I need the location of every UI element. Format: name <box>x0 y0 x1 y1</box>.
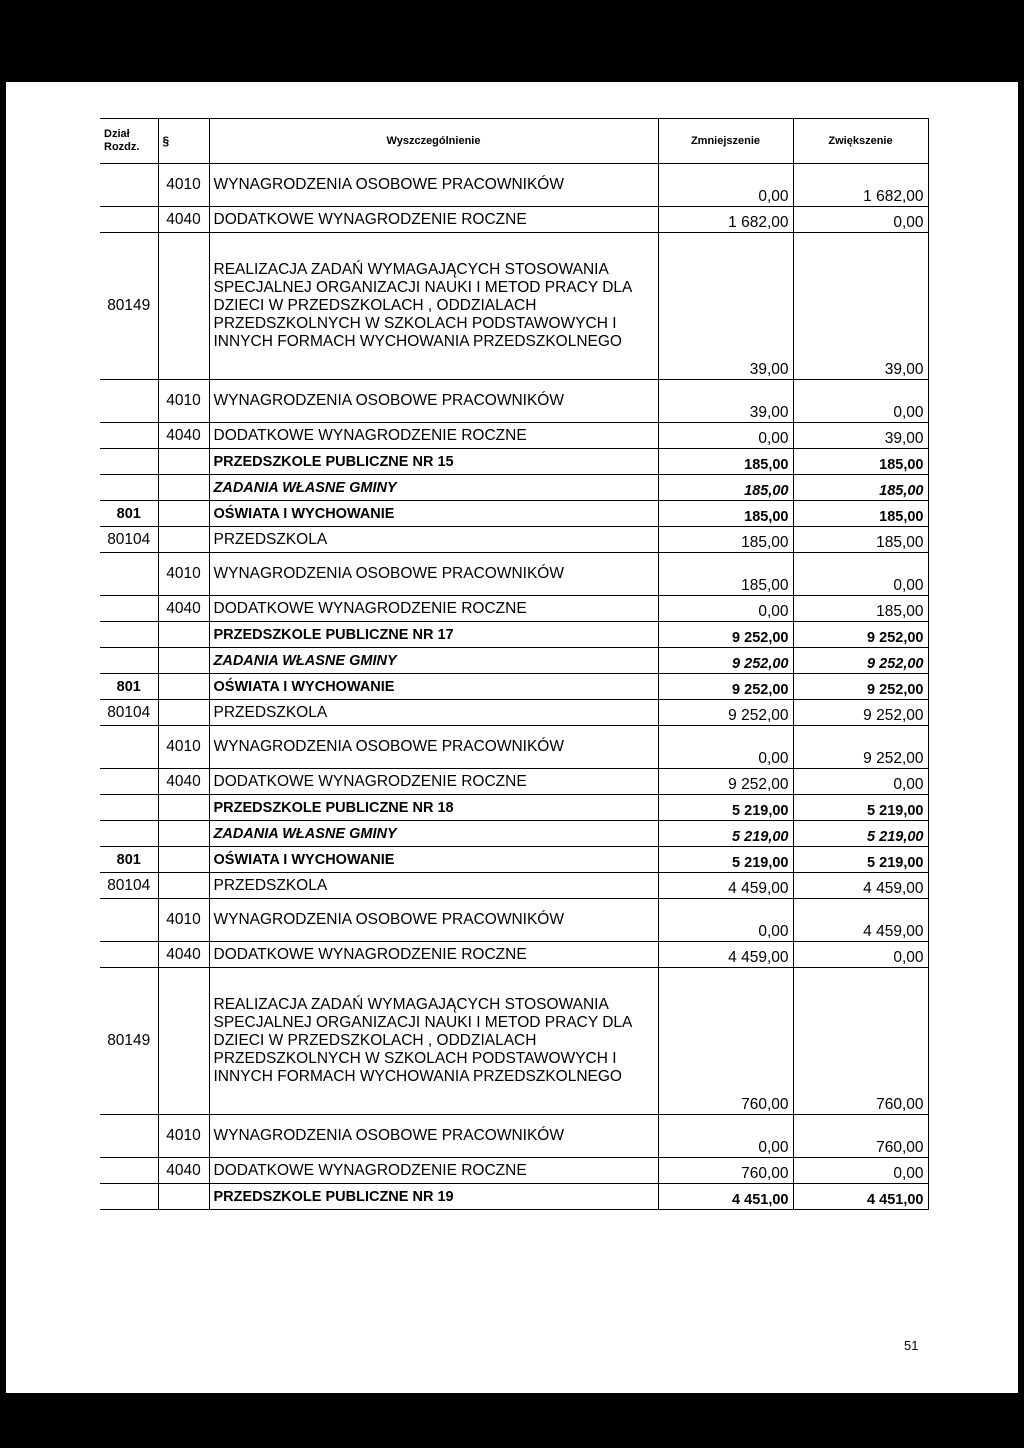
cell-zwiekszenie: 5 219,00 <box>793 795 928 821</box>
cell-zmniejszenie: 5 219,00 <box>658 795 793 821</box>
cell-paragraph: 4010 <box>158 899 209 942</box>
cell-description: REALIZACJA ZADAŃ WYMAGAJĄCYCH STOSOWANIA SPECJALNEJ ORGANIZACJI NAUKI I METOD PRACY DLA DZIECI W PRZEDSZKOLACH , ODDZIALACH PRZEDSZKOLNYCH W SZKOLACH PODSTAWOWYCH I INNYCH FORMACH WYCHOWANIA PRZEDSZKOLNEGO <box>209 968 658 1115</box>
table-row <box>100 380 928 423</box>
cell-zwiekszenie: 9 252,00 <box>793 674 928 700</box>
cell-paragraph <box>158 795 209 821</box>
cell-dzial-rozdz: 80104 <box>100 700 158 726</box>
cell-zmniejszenie: 1 682,00 <box>658 207 793 233</box>
cell-description: PRZEDSZKOLA <box>209 873 658 899</box>
table-row <box>100 899 928 942</box>
page-number: 51 <box>904 1338 919 1353</box>
cell-dzial-rozdz <box>100 449 158 475</box>
cell-dzial-rozdz <box>100 1115 158 1158</box>
header-zmniejszenie: Zmniejszenie <box>658 119 793 164</box>
table-row <box>100 1184 928 1210</box>
cell-zmniejszenie: 4 459,00 <box>658 942 793 968</box>
cell-dzial-rozdz <box>100 164 158 207</box>
cell-zwiekszenie: 185,00 <box>793 449 928 475</box>
table-row <box>100 475 928 501</box>
cell-paragraph <box>158 968 209 1115</box>
cell-zwiekszenie: 5 219,00 <box>793 847 928 873</box>
cell-zwiekszenie: 9 252,00 <box>793 648 928 674</box>
cell-description: PRZEDSZKOLE PUBLICZNE NR 18 <box>209 795 658 821</box>
cell-zwiekszenie: 39,00 <box>793 233 928 380</box>
cell-dzial-rozdz <box>100 475 158 501</box>
cell-dzial-rozdz <box>100 380 158 423</box>
cell-description: PRZEDSZKOLE PUBLICZNE NR 19 <box>209 1184 658 1210</box>
cell-zwiekszenie: 9 252,00 <box>793 622 928 648</box>
cell-zwiekszenie: 0,00 <box>793 942 928 968</box>
cell-paragraph: 4040 <box>158 1158 209 1184</box>
cell-paragraph <box>158 847 209 873</box>
table-row <box>100 968 928 1115</box>
cell-paragraph <box>158 622 209 648</box>
table-row <box>100 622 928 648</box>
table-row <box>100 821 928 847</box>
cell-dzial-rozdz: 80104 <box>100 527 158 553</box>
table-row <box>100 847 928 873</box>
table-row <box>100 769 928 795</box>
cell-description: DODATKOWE WYNAGRODZENIE ROCZNE <box>209 207 658 233</box>
cell-dzial-rozdz <box>100 1184 158 1210</box>
cell-dzial-rozdz <box>100 622 158 648</box>
cell-description: OŚWIATA I WYCHOWANIE <box>209 847 658 873</box>
cell-zmniejszenie: 185,00 <box>658 449 793 475</box>
cell-description: PRZEDSZKOLA <box>209 700 658 726</box>
header-zwiekszenie: Zwiększenie <box>793 119 928 164</box>
cell-paragraph <box>158 700 209 726</box>
cell-zmniejszenie: 760,00 <box>658 968 793 1115</box>
cell-dzial-rozdz <box>100 423 158 449</box>
cell-zmniejszenie: 0,00 <box>658 1115 793 1158</box>
cell-description: DODATKOWE WYNAGRODZENIE ROCZNE <box>209 769 658 795</box>
cell-zmniejszenie: 9 252,00 <box>658 674 793 700</box>
cell-zwiekszenie: 5 219,00 <box>793 821 928 847</box>
table-row <box>100 873 928 899</box>
cell-zwiekszenie: 185,00 <box>793 527 928 553</box>
cell-paragraph: 4010 <box>158 553 209 596</box>
cell-description: ZADANIA WŁASNE GMINY <box>209 821 658 847</box>
cell-dzial-rozdz <box>100 1158 158 1184</box>
cell-dzial-rozdz: 80104 <box>100 873 158 899</box>
cell-dzial-rozdz: 801 <box>100 847 158 873</box>
cell-dzial-rozdz: 801 <box>100 501 158 527</box>
table-row <box>100 726 928 769</box>
cell-paragraph <box>158 821 209 847</box>
cell-dzial-rozdz: 80149 <box>100 968 158 1115</box>
cell-dzial-rozdz <box>100 795 158 821</box>
cell-zmniejszenie: 0,00 <box>658 423 793 449</box>
scan-left-border <box>0 82 6 1393</box>
cell-zwiekszenie: 1 682,00 <box>793 164 928 207</box>
cell-zmniejszenie: 39,00 <box>658 380 793 423</box>
cell-zmniejszenie: 185,00 <box>658 475 793 501</box>
cell-dzial-rozdz <box>100 648 158 674</box>
cell-dzial-rozdz <box>100 596 158 622</box>
cell-paragraph: 4010 <box>158 164 209 207</box>
cell-zwiekszenie: 0,00 <box>793 769 928 795</box>
cell-zmniejszenie: 185,00 <box>658 553 793 596</box>
scan-bottom-border <box>0 1393 1024 1448</box>
cell-paragraph: 4040 <box>158 596 209 622</box>
cell-paragraph <box>158 648 209 674</box>
header-paragraph: § <box>158 119 209 164</box>
cell-paragraph <box>158 501 209 527</box>
cell-description: PRZEDSZKOLE PUBLICZNE NR 17 <box>209 622 658 648</box>
cell-zwiekszenie: 4 459,00 <box>793 873 928 899</box>
table-row <box>100 501 928 527</box>
cell-zmniejszenie: 5 219,00 <box>658 821 793 847</box>
cell-zwiekszenie: 0,00 <box>793 380 928 423</box>
cell-dzial-rozdz <box>100 726 158 769</box>
cell-paragraph <box>158 449 209 475</box>
cell-zwiekszenie: 39,00 <box>793 423 928 449</box>
cell-zwiekszenie: 760,00 <box>793 968 928 1115</box>
cell-zmniejszenie: 9 252,00 <box>658 700 793 726</box>
cell-paragraph: 4040 <box>158 423 209 449</box>
cell-zwiekszenie: 4 451,00 <box>793 1184 928 1210</box>
cell-dzial-rozdz: 80149 <box>100 233 158 380</box>
cell-paragraph <box>158 674 209 700</box>
cell-description: WYNAGRODZENIA OSOBOWE PRACOWNIKÓW <box>209 164 658 207</box>
cell-paragraph <box>158 233 209 380</box>
cell-description: OŚWIATA I WYCHOWANIE <box>209 674 658 700</box>
cell-description: OŚWIATA I WYCHOWANIE <box>209 501 658 527</box>
cell-zmniejszenie: 760,00 <box>658 1158 793 1184</box>
cell-zmniejszenie: 9 252,00 <box>658 648 793 674</box>
cell-description: ZADANIA WŁASNE GMINY <box>209 648 658 674</box>
cell-dzial-rozdz <box>100 207 158 233</box>
scan-right-border <box>1018 82 1024 1393</box>
cell-zwiekszenie: 0,00 <box>793 553 928 596</box>
cell-zmniejszenie: 4 459,00 <box>658 873 793 899</box>
header-dzial-rozdz: Dział Rozdz. <box>100 119 158 164</box>
cell-zwiekszenie: 185,00 <box>793 475 928 501</box>
cell-description: DODATKOWE WYNAGRODZENIE ROCZNE <box>209 1158 658 1184</box>
table-row <box>100 423 928 449</box>
cell-description: PRZEDSZKOLE PUBLICZNE NR 15 <box>209 449 658 475</box>
cell-dzial-rozdz: 801 <box>100 674 158 700</box>
cell-zmniejszenie: 4 451,00 <box>658 1184 793 1210</box>
table-row <box>100 1115 928 1158</box>
cell-zmniejszenie: 5 219,00 <box>658 847 793 873</box>
cell-zwiekszenie: 9 252,00 <box>793 726 928 769</box>
cell-zwiekszenie: 185,00 <box>793 596 928 622</box>
cell-zwiekszenie: 0,00 <box>793 207 928 233</box>
table-row <box>100 164 928 207</box>
cell-description: WYNAGRODZENIA OSOBOWE PRACOWNIKÓW <box>209 899 658 942</box>
table-row <box>100 596 928 622</box>
cell-paragraph <box>158 475 209 501</box>
cell-zmniejszenie: 9 252,00 <box>658 769 793 795</box>
cell-zwiekszenie: 0,00 <box>793 1158 928 1184</box>
cell-paragraph: 4010 <box>158 1115 209 1158</box>
cell-dzial-rozdz <box>100 942 158 968</box>
table-header <box>100 119 928 164</box>
cell-zmniejszenie: 0,00 <box>658 899 793 942</box>
table-row <box>100 553 928 596</box>
table-row <box>100 527 928 553</box>
cell-description: WYNAGRODZENIA OSOBOWE PRACOWNIKÓW <box>209 726 658 769</box>
table-row <box>100 648 928 674</box>
cell-paragraph: 4010 <box>158 726 209 769</box>
scan-top-border <box>0 0 1024 82</box>
cell-zmniejszenie: 0,00 <box>658 164 793 207</box>
budget-table <box>100 118 929 1210</box>
cell-description: DODATKOWE WYNAGRODZENIE ROCZNE <box>209 423 658 449</box>
table-row <box>100 207 928 233</box>
cell-zmniejszenie: 39,00 <box>658 233 793 380</box>
table-row <box>100 700 928 726</box>
cell-dzial-rozdz <box>100 899 158 942</box>
table-body <box>100 164 928 1210</box>
cell-description: DODATKOWE WYNAGRODZENIE ROCZNE <box>209 596 658 622</box>
cell-zmniejszenie: 9 252,00 <box>658 622 793 648</box>
cell-paragraph <box>158 873 209 899</box>
cell-paragraph: 4040 <box>158 942 209 968</box>
cell-description: ZADANIA WŁASNE GMINY <box>209 475 658 501</box>
cell-dzial-rozdz <box>100 553 158 596</box>
cell-paragraph: 4040 <box>158 207 209 233</box>
cell-zwiekszenie: 760,00 <box>793 1115 928 1158</box>
table-row <box>100 1158 928 1184</box>
cell-description: REALIZACJA ZADAŃ WYMAGAJĄCYCH STOSOWANIA SPECJALNEJ ORGANIZACJI NAUKI I METOD PRACY DLA DZIECI W PRZEDSZKOLACH , ODDZIALACH PRZEDSZKOLNYCH W SZKOLACH PODSTAWOWYCH I INNYCH FORMACH WYCHOWANIA PRZEDSZKOLNEGO <box>209 233 658 380</box>
header-wyszczegolnienie: Wyszczególnienie <box>209 119 658 164</box>
cell-paragraph: 4010 <box>158 380 209 423</box>
cell-zmniejszenie: 0,00 <box>658 596 793 622</box>
table-row <box>100 674 928 700</box>
table-row <box>100 795 928 821</box>
cell-dzial-rozdz <box>100 821 158 847</box>
cell-description: WYNAGRODZENIA OSOBOWE PRACOWNIKÓW <box>209 380 658 423</box>
cell-description: WYNAGRODZENIA OSOBOWE PRACOWNIKÓW <box>209 1115 658 1158</box>
cell-dzial-rozdz <box>100 769 158 795</box>
cell-description: DODATKOWE WYNAGRODZENIE ROCZNE <box>209 942 658 968</box>
cell-paragraph <box>158 527 209 553</box>
table-row <box>100 449 928 475</box>
table-row <box>100 233 928 380</box>
cell-zwiekszenie: 185,00 <box>793 501 928 527</box>
cell-zmniejszenie: 185,00 <box>658 527 793 553</box>
cell-zmniejszenie: 0,00 <box>658 726 793 769</box>
cell-zmniejszenie: 185,00 <box>658 501 793 527</box>
cell-description: WYNAGRODZENIA OSOBOWE PRACOWNIKÓW <box>209 553 658 596</box>
cell-paragraph: 4040 <box>158 769 209 795</box>
cell-zwiekszenie: 9 252,00 <box>793 700 928 726</box>
cell-paragraph <box>158 1184 209 1210</box>
table-row <box>100 942 928 968</box>
cell-description: PRZEDSZKOLA <box>209 527 658 553</box>
cell-zwiekszenie: 4 459,00 <box>793 899 928 942</box>
